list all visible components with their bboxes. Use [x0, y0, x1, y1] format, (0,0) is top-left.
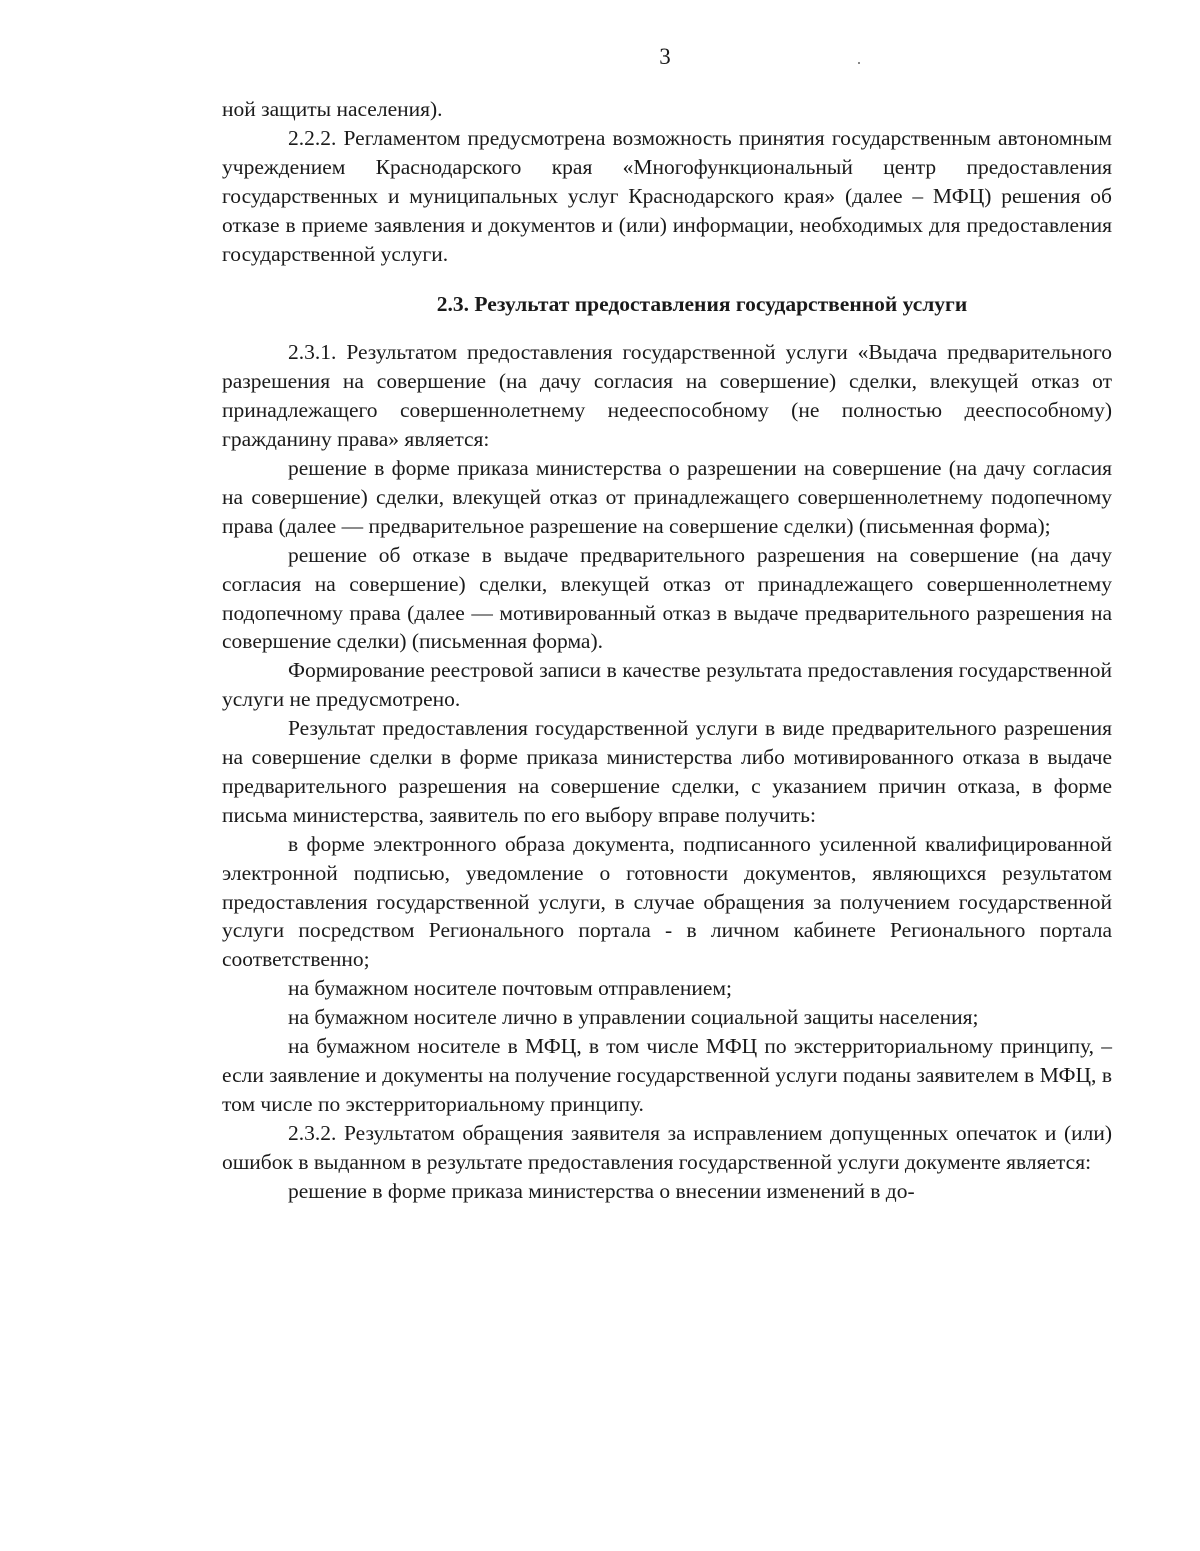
- paragraph-2-3-1: 2.3.1. Результатом предоставления государственной услуги «Выдача предварительного разрешения на совершение (на дачу согласия на совершение) сделки, влекущей отказ от принадлежащего совершеннолетнему недееспособному (не полностью дееспособному) гражданину права» является:: [222, 340, 1112, 452]
- document-body: [222, 95, 1112, 1206]
- page-number: 3: [659, 44, 671, 69]
- paragraph-registry-record: Формирование реестровой записи в качестве результата предоставления государственной услуги не предусмотрено.: [222, 658, 1112, 712]
- paragraph-in-person: на бумажном носителе лично в управлении социальной защиты населения;: [288, 1005, 979, 1030]
- paragraph-2-2-2: 2.2.2. Регламентом предусмотрена возможность принятия государственным автономным учреждением Краснодарского края «Многофункциональный центр предоставления государственных и муниципальных услуг Краснодарского края» (далее – МФЦ) решения об отказе в приеме заявления и документов и (или) информации, необходимых для предоставления государственной услуги.: [222, 125, 1112, 266]
- scan-speck: [858, 62, 860, 64]
- paragraph-amendment: решение в форме приказа министерства о внесении изменений в до-: [288, 1178, 915, 1203]
- paragraph-electronic-form: в форме электронного образа документа, подписанного усиленной квалифицированной электронной подписью, уведомление о готовности документов, являющихся результатом предоставления государственной услуги, в случае обращения за получением государственной услуги посредством Регионального портала - в личном кабинете Регионального портала соответственно;: [222, 831, 1112, 972]
- paragraph-result-delivery: Результат предоставления государственной услуги в виде предварительного разрешения на совершение сделки в форме приказа министерства либо мотивированного отказа в выдаче предварительного разрешения на совершение сделки, с указанием причин отказа, в форме письма министерства, заявитель по его выбору вправе получить:: [222, 716, 1112, 827]
- paragraph-result-refusal: решение об отказе в выдаче предварительного разрешения на совершение (на дачу согласия на совершение) сделки, влекущей отказ от принадлежащего совершеннолетнему подопечному права (далее — мотивированный отказ в выдаче предварительного разрешения на совершение сделки) (письменная форма).: [222, 542, 1112, 654]
- paragraph-postal: на бумажном носителе почтовым отправлением;: [288, 976, 733, 1001]
- paragraph-2-3-2: 2.3.2. Результатом обращения заявителя за исправлением допущенных опечаток и (или) ошибок в выданном в результате предоставления государственной услуги документе является:: [222, 1120, 1112, 1174]
- paragraph-result-permission: решение в форме приказа министерства о разрешении на совершение (на дачу согласия на совершение) сделки, влекущей отказ от принадлежащего совершеннолетнему подопечному права (далее — предварительное разрешение на совершение сделки) (письменная форма);: [222, 455, 1112, 538]
- paragraph-mfc: на бумажном носителе в МФЦ, в том числе МФЦ по экстерриториальному принципу, – если заявление и документы на получение государственной услуги поданы заявителем в МФЦ, в том числе по экстерриториальному принципу.: [222, 1034, 1112, 1116]
- paragraph-continuation: ной защиты населения).: [222, 97, 443, 121]
- section-heading: 2.3. Результат предоставления государственной услуги: [436, 292, 968, 317]
